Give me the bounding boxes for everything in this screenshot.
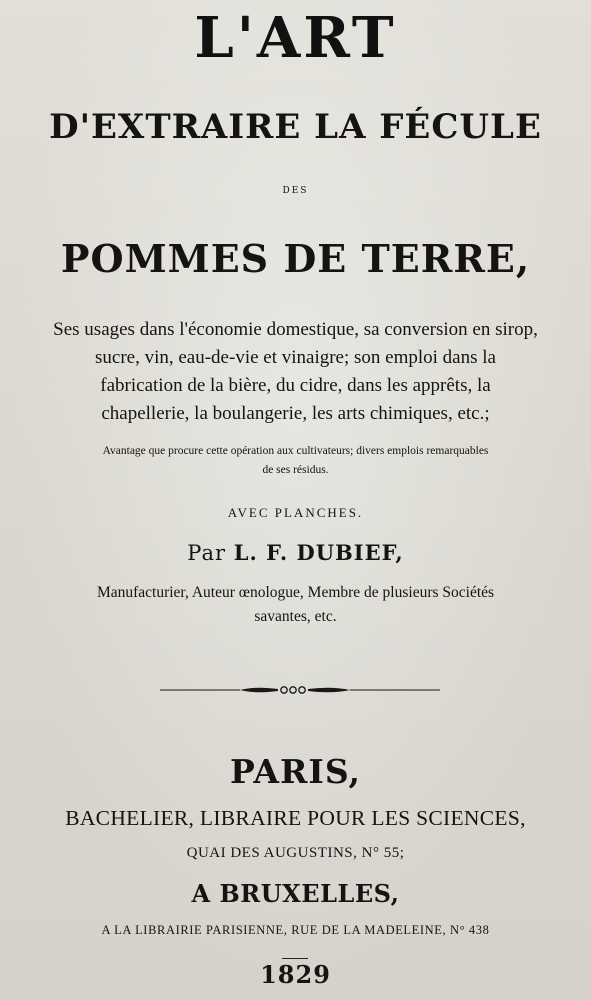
author-line: [0, 542, 591, 564]
author-prefix: Par: [187, 541, 234, 565]
author-credentials: savantes, etc.: [254, 608, 337, 625]
imprint-publisher-2: A LA LIBRAIRIE PARISIENNE, RUE DE LA MADELEINE, N° 438: [101, 923, 490, 937]
imprint-city-2: A BRUXELLES,: [191, 879, 400, 908]
description-line: sucre, vin, eau-de-vie et vinaigre; son emploi dans la: [95, 347, 496, 368]
book-title-main: L'ART: [194, 5, 397, 71]
advantage-line: de ses résidus.: [262, 464, 329, 476]
author-credentials: Manufacturier, Auteur œnologue, Membre de plusieurs Sociétés: [96, 584, 495, 601]
advantage-line: Avantage que procure cette opération aux cultivateurs; divers emplois remarquables: [102, 445, 489, 457]
imprint-address: QUAI DES AUGUSTINS, N° 55;: [186, 845, 405, 861]
imprint-publisher: BACHELIER, LIBRAIRE POUR LES SCIENCES,: [65, 806, 526, 830]
imprint-city: PARIS,: [229, 752, 362, 791]
plates-note: AVEC PLANCHES.: [227, 505, 364, 520]
author-name: L. F. DUBIEF,: [233, 540, 404, 565]
publication-year: 1829: [260, 960, 331, 989]
book-title-connector: DES: [282, 186, 309, 196]
year-divider: [282, 958, 308, 959]
book-title-line-1: D'EXTRAIRE LA FÉCULE: [49, 107, 542, 147]
description-line: fabrication de la bière, du cidre, dans les apprêts, la: [100, 375, 491, 396]
description-line: chapellerie, la boulangerie, les arts chimiques, etc.;: [101, 403, 490, 424]
decorative-rule-ornament-icon: [160, 680, 440, 700]
book-title-line-2: POMMES DE TERRE,: [60, 236, 531, 281]
description-line: Ses usages dans l'économie domestique, sa conversion en sirop,: [53, 319, 538, 340]
